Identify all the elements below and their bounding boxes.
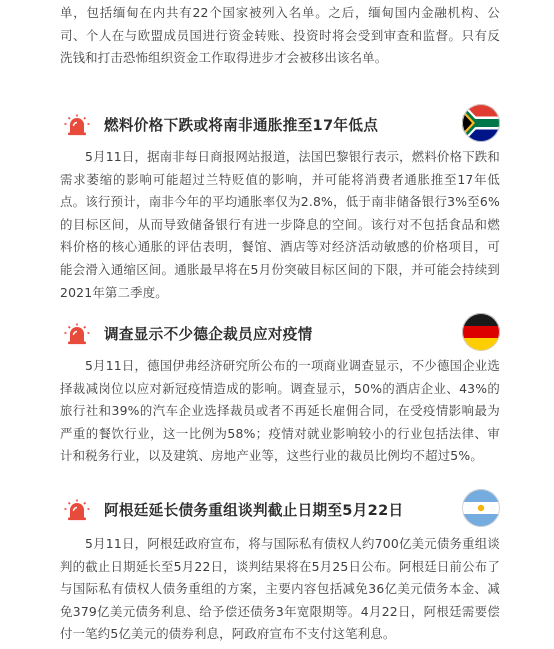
section-title: 阿根廷延长债务重组谈判截止日期至5月22日 xyxy=(104,502,404,519)
alarm-icon xyxy=(64,114,90,136)
section-body: 5月11日，德国伊弗经济研究所公布的一项商业调查显示，不少德国企业选择裁减岗位以应对新冠疫情造成的影响。调查显示，50%的酒店企业、43%的旅行社和39%的汽车企业选择裁员或者不再延长雇佣合同，在受疫情影响最为严重的餐饮行业，这一比例为58%；疫情对就业影响较小的行业包括法律、审计和税务行业，以及建筑、房地产业等，这些行业的裁员比例均不超过5%。 xyxy=(60,358,500,464)
germany-flag-icon xyxy=(462,313,500,351)
section-body: 5月11日，据南非每日商报网站报道，法国巴黎银行表示，燃料价格下跌和需求萎缩的影响可能超过兰特贬值的影响，并可能将消费者通胀推至17年低点。该行预计，南非今年的平均通胀率仅为2.8%，低于南非储备银行3%至6%的目标区间，从而导致储备银行有进一步降息的空间。该行对不包括食品和燃料价格的核心通胀的评估表明，餐馆、酒店等对经济活动敏感的价格项目，可能会滑入通缩区间。通胀最早将在5月份突破目标区间的下限，并可能会持续到2021年第二季度。 xyxy=(60,149,500,300)
section-header-argentina xyxy=(58,489,502,529)
argentina-flag-icon xyxy=(462,489,500,527)
alarm-icon xyxy=(64,499,90,521)
section-header-germany xyxy=(58,313,502,353)
section-header-south-africa xyxy=(58,104,502,144)
section-title: 调查显示不少德企裁员应对疫情 xyxy=(104,326,313,343)
section-title: 燃料价格下跌或将南非通胀推至17年低点 xyxy=(104,117,379,134)
intro-paragraph: 单，包括缅甸在内共有22个国家被列入名单。之后，缅甸国内金融机构、公司、个人在与欧盟成员国进行资金转账、投资时将会受到审查和监督。只有反洗钱和打击恐怖组织资金工作取得进步才会被移出该名单。 xyxy=(60,5,500,66)
south-africa-flag-icon xyxy=(462,104,500,142)
alarm-icon xyxy=(64,323,90,345)
section-body: 5月11日，阿根廷政府宣布，将与国际私有债权人约700亿美元债务重组谈判的截止日期延长至5月22日，谈判结果将在5月25日公布。阿根廷日前公布了与国际私有债权人债务重组的方案，主要内容包括减免36亿美元债务本金、减免379亿美元债务利息、给予偿还债务3年宽限期等。4月22日，阿根廷需要偿付一笔约5亿美元的债券利息，阿政府宣布不支付这笔利息。 xyxy=(60,536,500,642)
